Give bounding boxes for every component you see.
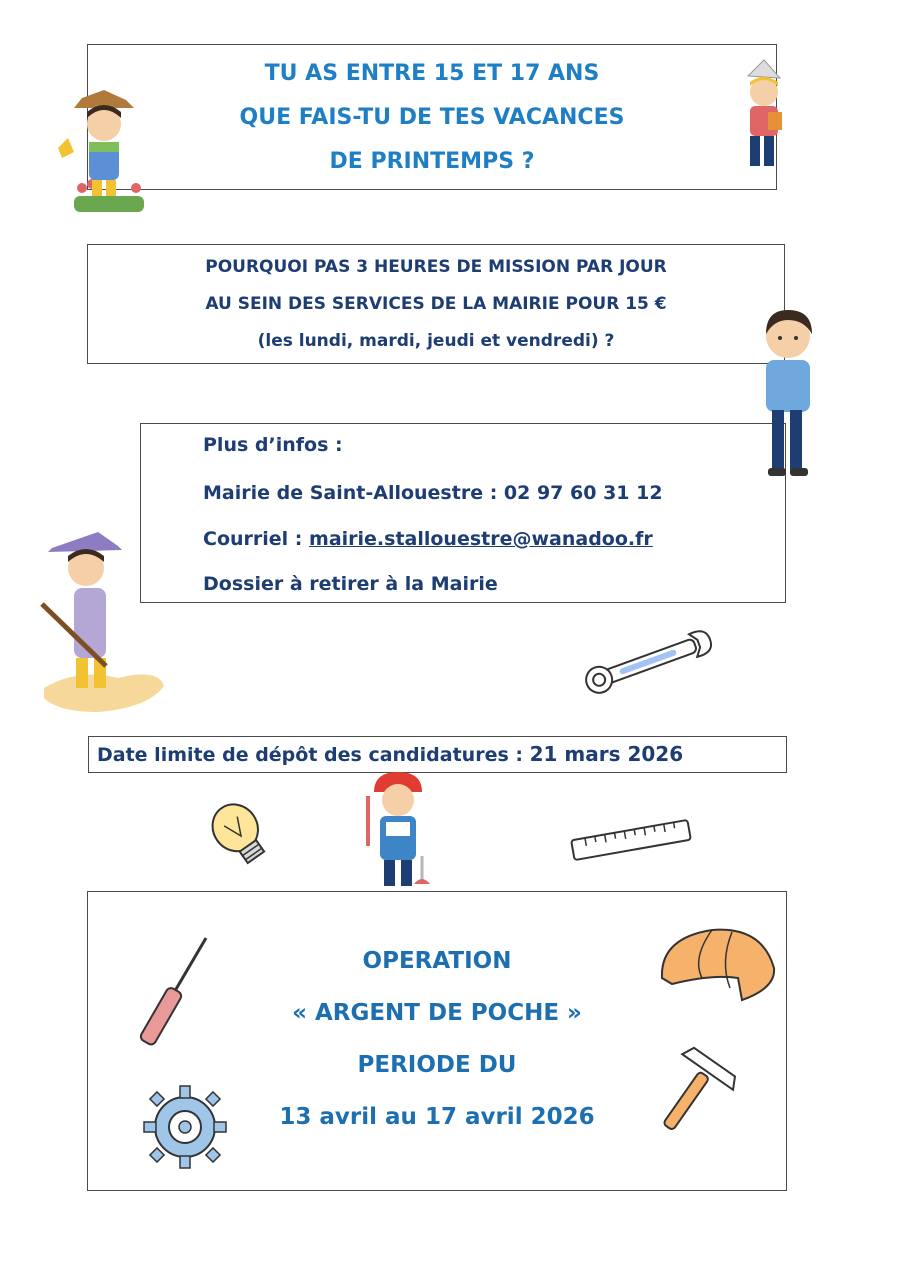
light-bulb-icon [200, 796, 282, 876]
ruler-icon [566, 812, 696, 868]
hammer-icon [650, 1042, 740, 1138]
boy-with-helmet-icon [720, 56, 800, 184]
gardener-with-rake-icon [38, 528, 166, 718]
infos-email-row [203, 516, 785, 562]
mission-line-2: AU SEIN DES SERVICES DE LA MAIRIE POUR 15 € [205, 293, 667, 314]
operation-line-1: OPERATION [362, 948, 512, 974]
infos-dossier: Dossier à retirer à la Mairie [203, 573, 498, 595]
mission-line-1: POURQUOI PAS 3 HEURES DE MISSION PAR JOUR [205, 257, 667, 278]
wrench-icon [578, 622, 718, 702]
gear-icon [140, 1082, 230, 1172]
email-label: Courriel : [203, 528, 310, 550]
operation-line-4: 13 avril au 17 avril 2026 [279, 1104, 595, 1130]
boy-standing-icon [754, 306, 820, 480]
header-line-1: TU AS ENTRE 15 ET 17 ANS [264, 60, 600, 86]
gardener-girl-icon [44, 88, 154, 216]
operation-line-3: PERIODE DU [357, 1052, 517, 1078]
header-line-2: QUE FAIS-TU DE TES VACANCES [239, 104, 625, 130]
infos-title: Plus d’infos : [203, 434, 343, 456]
header-line-3: DE PRINTEMPS ? [329, 148, 535, 174]
deadline-label: Date limite de dépôt des candidatures : [97, 744, 530, 766]
infos-phone: Mairie de Saint-Allouestre : 02 97 60 31 12 [203, 482, 663, 504]
worker-boy-icon [358, 766, 438, 894]
header-box [87, 44, 777, 190]
email-link[interactable]: mairie.stallouestre@wanadoo.fr [309, 528, 653, 550]
mission-box [87, 244, 785, 364]
operation-line-2: « ARGENT DE POCHE » [292, 1000, 582, 1026]
hard-hat-icon [652, 918, 782, 1008]
infos-box [140, 423, 786, 603]
deadline-date: 21 mars 2026 [529, 742, 684, 766]
mission-line-3: (les lundi, mardi, jeudi et vendredi) ? [257, 330, 615, 351]
screwdriver-icon [132, 930, 216, 1048]
